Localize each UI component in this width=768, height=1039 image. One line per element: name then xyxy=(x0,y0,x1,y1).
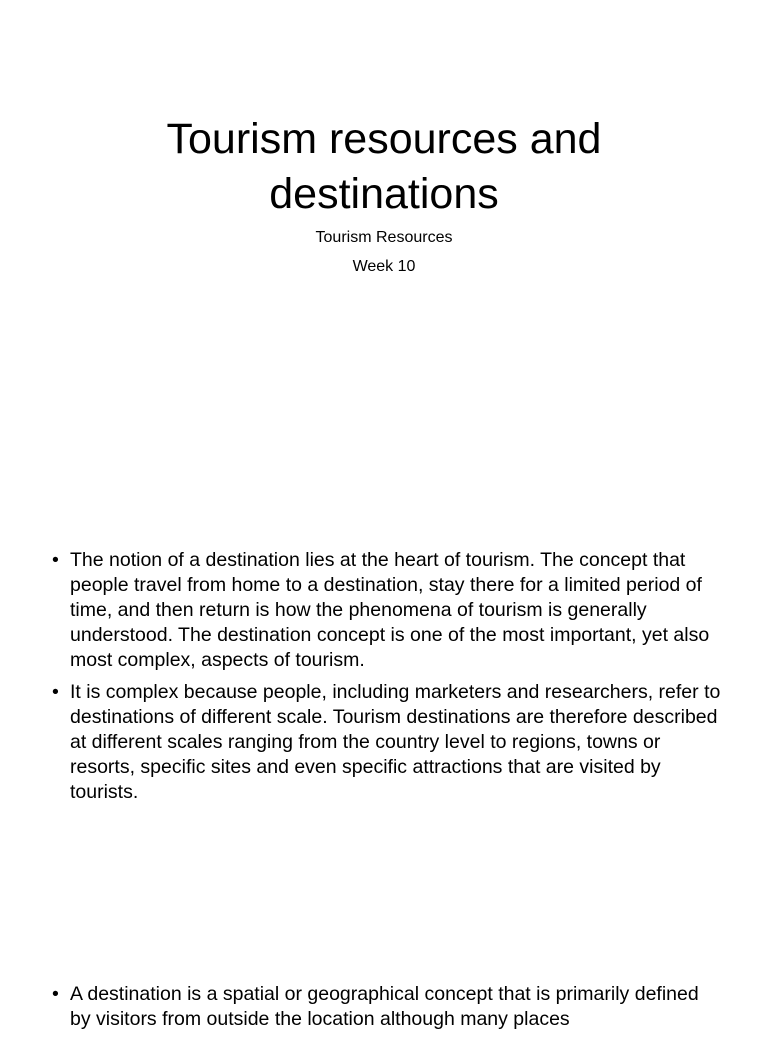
slide-subtitle-course: Tourism Resources xyxy=(315,229,453,246)
bullet-icon: • xyxy=(52,681,59,703)
bullet-list xyxy=(52,548,722,812)
bullet-text: The notion of a destination lies at the heart of tourism. The concept that people travel from home to a destination, stay there for a limited period of time, and then return is how the phenomena of tourism is generally understood. The destination concept is one of the most important, yet also most complex, aspects of tourism. xyxy=(70,549,710,671)
slide-subtitle-week: Week 10 xyxy=(352,258,416,275)
content-slide-spatial-concept xyxy=(0,816,768,1030)
bullet-text: It is complex because people, including marketers and researchers, refer to destinations of different scale. Tourism destinations are therefore described at different scales ranging from the country level to regions, towns or resorts, specific sites and even specific attractions that are visited by tourists. xyxy=(70,681,721,803)
bullet-icon: • xyxy=(52,549,59,571)
bullet-item xyxy=(52,982,722,1032)
bullet-list xyxy=(52,982,722,1039)
bullet-icon: • xyxy=(52,983,59,1005)
content-slide-destination-concept xyxy=(0,528,768,816)
bullet-text: A destination is a spatial or geographical concept that is primarily defined by visitors from outside the location although many places xyxy=(70,983,699,1030)
slide-title: Tourism resources and destinations xyxy=(166,115,602,218)
bullet-item xyxy=(52,680,722,805)
bullet-item xyxy=(52,548,722,673)
